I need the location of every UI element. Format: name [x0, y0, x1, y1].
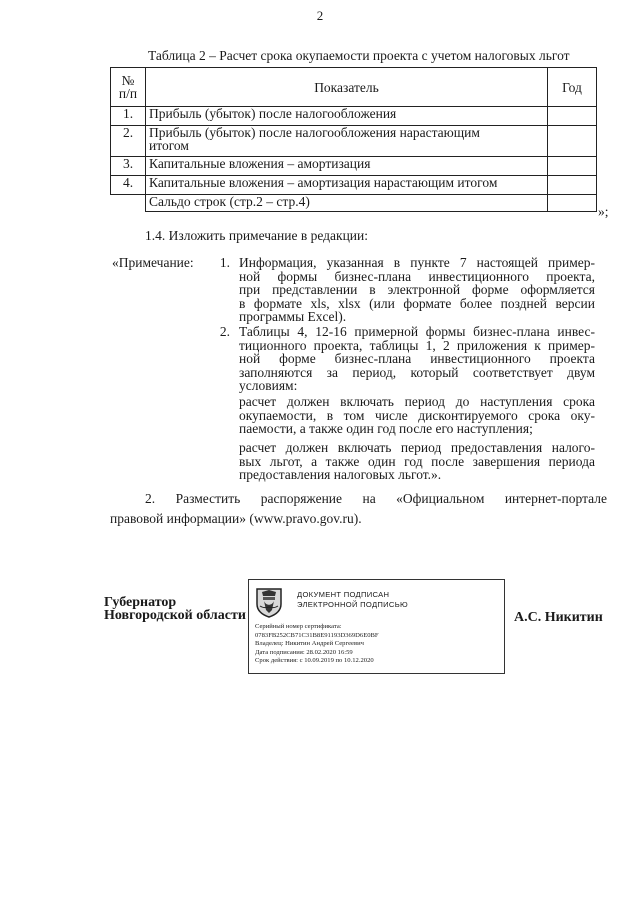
- row-year-cell: [548, 176, 597, 195]
- row-year-cell: [548, 107, 597, 126]
- table-row: [111, 157, 597, 176]
- row-indicator: [146, 195, 548, 212]
- item-2-line-1: [145, 492, 607, 506]
- note-item-1-number: 1.: [219, 255, 230, 270]
- row-num: 2.: [111, 126, 146, 157]
- row-indicator-line: Капитальные вложения – амортизация: [149, 156, 371, 171]
- stamp-header-line: ЭЛЕКТРОННОЙ ПОДПИСЬЮ: [297, 599, 408, 609]
- text-line: заполняются за период, который соответствует двум: [239, 364, 595, 380]
- table-row: [111, 107, 597, 126]
- note-condition-1: [239, 395, 595, 436]
- table-row: [111, 176, 597, 195]
- note-condition-2: [239, 441, 595, 482]
- row-num: 4.: [111, 176, 146, 195]
- stamp-owner: Владелец: Никитин Андрей Сергеевич: [255, 640, 364, 648]
- row-indicator-line: итогом: [149, 138, 189, 153]
- text-line: Таблицы 4, 12-16 примерной формы бизнес-плана инвес-: [239, 324, 595, 339]
- text-line: ной форме бизнес-плана инвестиционного проекта: [239, 351, 595, 366]
- table-caption: Таблица 2 – Расчет срока окупаемости проекта с учетом налоговых льгот: [148, 48, 570, 63]
- stamp-validity: Срок действия: с 10.09.2019 по 10.12.2020: [255, 657, 374, 665]
- header-num: [111, 68, 146, 107]
- stamp-header: [297, 590, 408, 609]
- text-line: программы Excel).: [239, 309, 347, 324]
- row-num: [111, 195, 146, 212]
- section-1-4: 1.4. Изложить примечание в редакции:: [145, 228, 368, 243]
- note-item-1-text: [239, 256, 595, 324]
- row-indicator-line: Сальдо строк (стр.2 – стр.4): [149, 194, 310, 209]
- header-num-line2: п/п: [118, 86, 138, 101]
- text-line: паемости, а также один год после его наступления;: [239, 421, 533, 436]
- note-label: «Примечание:: [112, 255, 194, 270]
- item-2-line-2: правовой информации» (www.pravo.gov.ru).: [110, 511, 362, 526]
- stamp-details: [255, 623, 379, 666]
- page-number: 2: [316, 8, 324, 23]
- note-item-2-text: [239, 325, 595, 393]
- text-line: ной формы бизнес-плана инвестиционного проекта,: [239, 268, 595, 284]
- table-closing-quote: »;: [598, 204, 609, 219]
- row-num: 1.: [111, 107, 146, 126]
- note-item-2-number: 2.: [219, 324, 230, 339]
- text-line: тиционного проекта, таблицы 1, 2 приложения к пример-: [239, 337, 595, 353]
- stamp-signed-date: Дата подписания: 28.02.2020 16:59: [255, 648, 353, 656]
- text-line: вых льгот, а также один год после завершения периода: [239, 453, 595, 469]
- text-line: окупаемости, в том числе дисконтируемого срока оку-: [239, 407, 595, 423]
- signatory-role-line: Новгородской области: [104, 608, 246, 623]
- text-line: в формате xls, xlsx (или формате более поздней версии: [239, 295, 595, 311]
- row-year-cell: [548, 157, 597, 176]
- row-indicator: [146, 107, 548, 126]
- table-row-total: [111, 195, 597, 212]
- signatory-role: [104, 596, 246, 622]
- header-indicator: Показатель: [146, 68, 548, 107]
- stamp-serial: 0783FB252CB71C31B8E91193D369D6E0BF: [255, 631, 379, 639]
- text-line: при представлении в электронной форме оформляется: [239, 282, 595, 297]
- row-indicator: [146, 176, 548, 195]
- row-year-cell: [548, 195, 597, 212]
- table-header-row: [111, 68, 597, 107]
- text-line: Информация, указанная в пункте 7 настоящей пример-: [239, 255, 595, 270]
- text-line: расчет должен включать период предоставления налого-: [239, 440, 595, 455]
- coat-of-arms-icon: [255, 586, 283, 618]
- row-num: 3.: [111, 157, 146, 176]
- text-line: расчет должен включать период до наступления срока: [239, 394, 595, 409]
- text-line: предоставления налоговых льгот.».: [239, 467, 442, 482]
- text-line: 2. Разместить распоряжение на «Официальном интернет-портале: [145, 491, 607, 506]
- row-year-cell: [548, 126, 597, 157]
- text-line: условиям:: [239, 378, 298, 393]
- signatory-name: А.С. Никитин: [514, 610, 603, 625]
- row-indicator-line: Прибыль (убыток) после налогообложения: [149, 106, 397, 121]
- row-indicator-line: Прибыль (убыток) после налогообложения нарастающим: [149, 125, 480, 140]
- header-year: Год: [548, 68, 597, 107]
- header-num-line1: №: [121, 73, 135, 88]
- e-signature-stamp: [248, 579, 505, 674]
- payback-table: [110, 67, 597, 212]
- table-row: [111, 126, 597, 157]
- signatory-role-line: Губернатор: [104, 595, 177, 610]
- row-indicator: [146, 157, 548, 176]
- row-indicator-line: Капитальные вложения – амортизация нарастающим итогом: [149, 175, 498, 190]
- stamp-header-line: ДОКУМЕНТ ПОДПИСАН: [297, 590, 390, 599]
- row-indicator: [146, 126, 548, 157]
- stamp-serial-label: Серийный номер сертификата:: [255, 623, 342, 630]
